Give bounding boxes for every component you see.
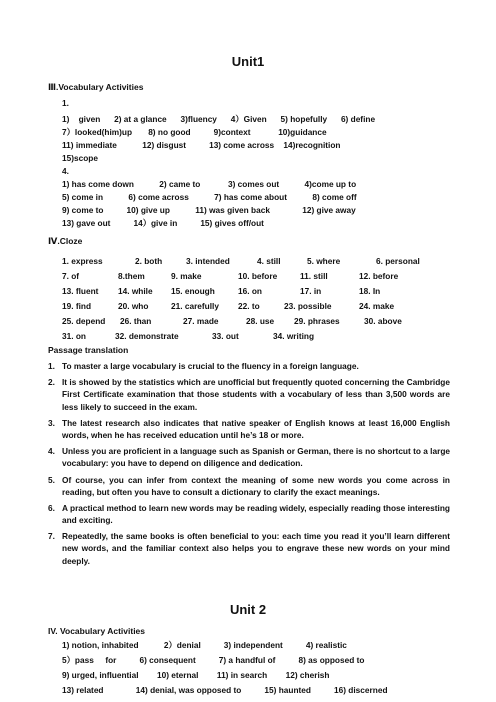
cloze-answer: 32. demonstrate: [115, 331, 179, 341]
unit2-vocab-line: 5）pass for 6) consequent 7) a handful of 8) as opposed to: [62, 655, 365, 665]
cloze-answer: 30. above: [364, 316, 402, 326]
cloze-answer: 21. carefully: [171, 301, 219, 311]
cloze-row: [62, 316, 452, 327]
cloze-answer: 25. depend: [62, 316, 106, 326]
cloze-answer: 27. made: [183, 316, 219, 326]
passage-heading: Passage translation: [48, 345, 129, 355]
cloze-answer: 9. make: [171, 271, 202, 281]
exercise1-line: 1) given 2) at a glance 3)fluency 4）Given 5) hopefully 6) define: [62, 114, 376, 124]
unit1-title: Unit1: [231, 54, 265, 69]
unit2-title: Unit 2: [229, 602, 267, 617]
cloze-answer: 19. find: [62, 301, 92, 311]
cloze-heading: Ⅳ.Cloze: [48, 236, 83, 246]
passage-item-text: Repeatedly, the same books is often beneficial to you: each time you read it you’ll learn different new words, and the familiar context also helps you to engrave these new words on your mind deeply.: [62, 531, 450, 566]
exercise4-line: 9) come to 10) give up 11) was given back 12) give away: [62, 205, 356, 215]
passage-item: [48, 417, 450, 442]
cloze-answer: 23. possible: [284, 301, 332, 311]
exercise4-line: 5) come in 6) come across 7) has come about 8) come off: [62, 192, 357, 202]
cloze-answer: 28. use: [246, 316, 275, 326]
cloze-answer: 5. where: [307, 256, 341, 266]
passage-item: [48, 376, 450, 413]
cloze-answer: 18. In: [359, 286, 381, 296]
cloze-answer: 33. out: [212, 331, 239, 341]
cloze-answer: 4. still: [257, 256, 281, 266]
cloze-answer: 20. who: [118, 301, 149, 311]
passage-item-number: 7.: [48, 531, 55, 541]
passage-item: [48, 474, 450, 499]
exercise1-line: 11) immediate 12) disgust 13) come across 14)recognition: [62, 140, 341, 150]
cloze-answer: 3. intended: [186, 256, 230, 266]
exercise4-line: 13) gave out 14）give in 15) gives off/out: [62, 218, 264, 228]
cloze-answer: 16. on: [238, 286, 262, 296]
passage-item-number: 6.: [48, 503, 55, 513]
cloze-answer: 12. before: [359, 271, 399, 281]
cloze-row: [62, 256, 452, 267]
cloze-answer: 10. before: [238, 271, 278, 281]
cloze-answer: 29. phrases: [294, 316, 340, 326]
unit2-vocab-heading: IV. Vocabulary Activities: [48, 626, 146, 636]
cloze-row: [62, 286, 452, 297]
cloze-answer: 15. enough: [171, 286, 215, 296]
cloze-row: [62, 271, 452, 282]
cloze-answer: 31. on: [62, 331, 86, 341]
passage-item-text: The latest research also indicates that native speaker of English knows at least 16,000 English words, when he has received education until he’s 18 or more.: [62, 418, 450, 441]
cloze-answer: 7. of: [62, 271, 80, 281]
unit2-vocab-line: 9) urged, influential 10) eternal 11) in search 12) cherish: [62, 670, 330, 680]
passage-item: [48, 530, 450, 567]
passage-item-text: To master a large vocabulary is crucial to the fluency in a foreign language.: [62, 361, 359, 371]
cloze-answer: 24. make: [359, 301, 395, 311]
passage-item-number: 5.: [48, 475, 55, 485]
passage-item: [48, 445, 450, 470]
passage-item: [48, 360, 450, 372]
cloze-answer: 6. personal: [376, 256, 420, 266]
cloze-answer: 2. both: [135, 256, 163, 266]
cloze-answer: 8.them: [118, 271, 145, 281]
passage-item-number: 1.: [48, 361, 55, 371]
cloze-answer: 34. writing: [273, 331, 315, 341]
passage-item-text: Of course, you can infer from context the meaning of some new words you come across in reading, but often you have to consult a dictionary to clarify the exact meanings.: [62, 475, 450, 498]
cloze-row: [62, 331, 452, 342]
passage-item: [48, 502, 450, 527]
passage-item-text: Unless you are proficient in a language such as Spanish or German, there is no shortcut to a large vocabulary: you have to depend on diligence and dedication.: [62, 446, 450, 469]
passage-item-number: 4.: [48, 446, 55, 456]
cloze-answer: 11. still: [300, 271, 328, 281]
cloze-answer: 13. fluent: [62, 286, 99, 296]
passage-item-text: A practical method to learn new words may be reading widely, especially reading those interesting and exciting.: [62, 503, 450, 526]
cloze-answer: 26. than: [120, 316, 152, 326]
unit2-vocab-line: 13) related 14) denial, was opposed to 15) haunted 16) discerned: [62, 685, 388, 695]
cloze-answer: 17. in: [300, 286, 322, 296]
unit1-vocab-heading: Ⅲ.Vocabulary Activities: [48, 82, 144, 92]
cloze-answer: 1. express: [62, 256, 103, 266]
exercise4-label: 4.: [62, 166, 69, 176]
unit2-vocab-line: 1) notion, inhabited 2）denial 3) independent 4) realistic: [62, 640, 347, 650]
exercise1-label: 1.: [62, 98, 69, 108]
exercise1-line: 15)scope: [62, 153, 98, 163]
passage-item-text: It is showed by the statistics which are unofficial but frequently quoted concerning the Cambridge First Certificate examination that those students with a vocabulary of less than 3,500 words are less likely to succeed in the exam.: [62, 377, 450, 412]
passage-item-number: 3.: [48, 418, 55, 428]
cloze-answer: 22. to: [238, 301, 260, 311]
exercise4-line: 1) has come down 2) came to 3) comes out 4)come up to: [62, 179, 357, 189]
exercise1-line: 7）looked(him)up 8) no good 9)context 10)guidance: [62, 127, 327, 137]
cloze-answer: 14. while: [118, 286, 153, 296]
passage-item-number: 2.: [48, 377, 55, 387]
cloze-row: [62, 301, 452, 312]
